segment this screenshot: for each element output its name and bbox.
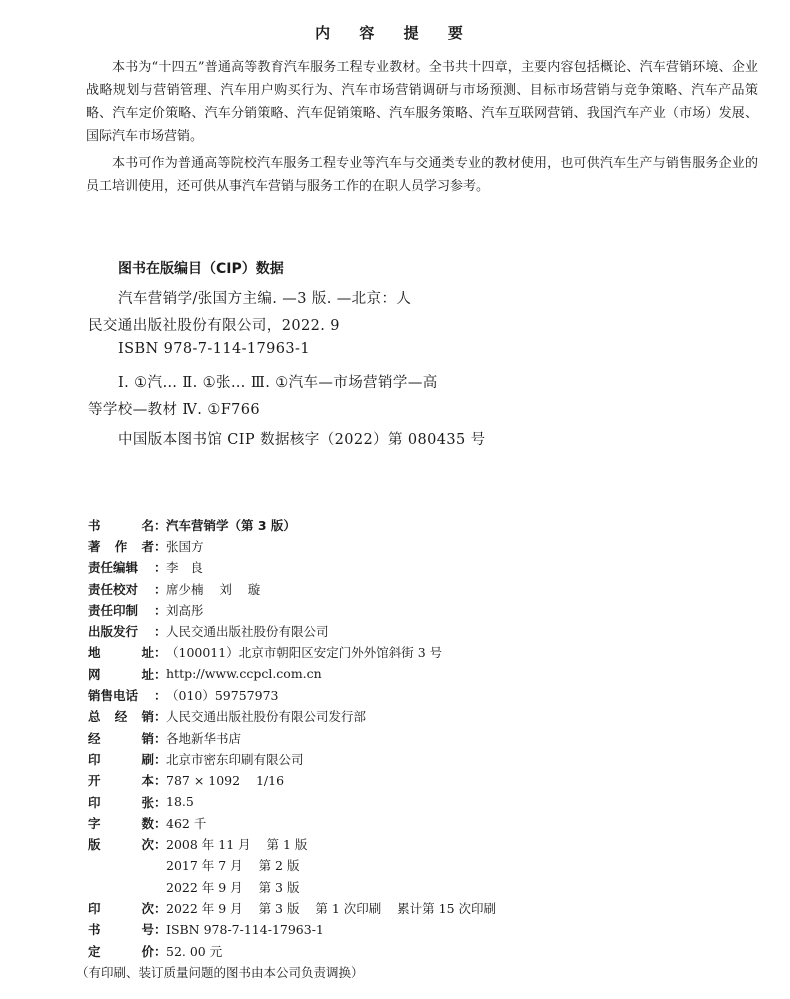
label-retailer: 经 销 [88,730,154,746]
colophon-row-sheets: 印 张 ： 18.5 [88,794,194,810]
cip-classification: 等学校—教材 Ⅳ. ①F766 [88,402,261,418]
colophon-row-website: 网 址 ： http://www.ccpcl.com.cn [88,666,322,682]
cip-classification: Ⅰ. ①汽… Ⅱ. ①张… Ⅲ. ①汽车—市场营销学—高 [118,375,438,391]
colophon-row-word-count: 字 数 ： 462 千 [88,815,207,831]
colophon-row-proofreader: 责任校对 ： 席少楠 刘 璇 [88,581,261,597]
colophon-row-address: 地 址 ： （100011）北京市朝阳区安定门外外馆斜街 3 号 [88,645,443,661]
colophon-row-printer: 印 刷 ： 北京市密东印刷有限公司 [88,751,304,767]
quality-notice: （有印刷、装订质量问题的图书由本公司负责调换） [76,964,364,980]
distributor: 人民交通出版社股份有限公司发行部 [166,709,367,725]
printer: 北京市密东印刷有限公司 [166,751,304,767]
colophon-row-author: 著 作 者 ： 张国方 [88,538,204,554]
colophon-row-distributor: 总 经 销 ： 人民交通出版社股份有限公司发行部 [88,709,367,725]
cip-line: 民交通出版社股份有限公司，2022. 9 [88,318,340,334]
cip-heading: 图书在版编目（CIP）数据 [118,261,284,277]
label-printer: 印 刷 [88,751,154,767]
summary-body [86,56,758,202]
editor: 李 良 [166,560,203,576]
label-isbn: 书 号 [88,922,154,938]
cip-line: 汽车营销学/张国方主编. —3 版. —北京：人 [118,291,412,307]
colophon-row-edition-3 [88,876,748,897]
edition: 2008 年 11 月 第 1 版 [166,837,308,853]
sales-phone: （010）59757973 [166,688,279,704]
label-author: 著 作 者 [88,538,154,554]
colophon-row-isbn: 书 号 ： ISBN 978-7-114-17963-1 [88,921,324,938]
colophon-row-format: 开 本 ： 787 × 1092 1/16 [88,772,285,789]
colophon-row-retailer: 经 销 ： 各地新华书店 [88,730,242,746]
author: 张国方 [166,538,204,554]
label-printing-supervisor: 责任印制 [88,602,139,618]
sheets: 18.5 [166,794,194,809]
summary-paragraph: 本书可作为普通高等院校汽车服务工程专业等汽车与交通类专业的教材使用，也可供汽车生产与销售服务企业的员工培训使用，还可供从事汽车营销与服务工作的在职人员学习参考。 [86,156,758,194]
summary-paragraph: 本书为“十四五”普通高等教育汽车服务工程专业教材。全书共十四章，主要内容包括概论、汽车营销环境、企业战略规划与营销管理、汽车用户购买行为、汽车市场营销调研与市场预测、目标市场营销与竞争策略、汽车产品策略、汽车定价策略、汽车分销策略、汽车促销策略、汽车服务策略、汽车互联网营销、我国汽车产业（市场）发展、国际汽车市场营销。 [86,60,758,144]
colophon-row-sales-phone: 销售电话 ： （010）59757973 [88,688,279,704]
label-format: 开 本 [88,773,154,789]
label-distributor: 总 经 销 [88,709,154,725]
colophon-row-impression: 印 次 ： 2022 年 9 月 第 3 版 第 1 次印刷 累计第 15 次印刷 [88,900,497,916]
price: 52. 00 元 [166,943,223,959]
word-count: 462 千 [166,815,207,831]
proofreader: 席少楠 刘 璇 [166,581,261,597]
publisher: 人民交通出版社股份有限公司 [166,624,329,640]
website-link[interactable]: http://www.ccpcl.com.cn [166,666,322,682]
cip-record-number: 中国版本图书馆 CIP 数据核字（2022）第 080435 号 [118,432,486,448]
label-edition: 版 次 [88,837,154,853]
book-title: 汽车营销学（第 3 版） [166,517,296,533]
colophon-row-edition: 版 次 ： 2008 年 11 月 第 1 版 [88,837,308,853]
edition: 2017 年 7 月 第 2 版 [166,858,300,874]
label-sales-phone: 销售电话 [88,688,139,704]
summary-title: 内 容 提 要 [315,24,475,42]
colophon-row-printing-supervisor: 责任印制 ： 刘高彤 [88,602,204,618]
colophon-row-publisher: 出版发行 ： 人民交通出版社股份有限公司 [88,624,329,640]
colophon-row-price: 定 价 ： 52. 00 元 [88,943,223,959]
format: 787 × 1092 1/16 [166,772,285,788]
label-book-title: 书 名 [88,517,154,533]
edition: 2022 年 9 月 第 3 版 [166,879,300,895]
label-price: 定 价 [88,943,154,959]
cip-isbn: ISBN 978-7-114-17963-1 [118,341,310,357]
colophon-row-editor: 责任编辑 ： 李 良 [88,560,203,576]
address: （100011）北京市朝阳区安定门外外馆斜街 3 号 [166,645,443,661]
label-proofreader: 责任校对 [88,581,139,597]
colophon [76,514,748,983]
retailer: 各地新华书店 [166,730,242,746]
label-word-count: 字 数 [88,815,154,831]
colophon-row-edition-2 [88,855,748,876]
colophon-row-title: 书 名 ： 汽车营销学（第 3 版） [88,517,296,533]
impression: 2022 年 9 月 第 3 版 第 1 次印刷 累计第 15 次印刷 [166,900,497,916]
printing-supervisor: 刘高彤 [166,602,204,618]
label-editor: 责任编辑 [88,560,139,576]
isbn: ISBN 978-7-114-17963-1 [166,921,324,937]
colophon-row-notice [76,961,748,982]
label-address: 地 址 [88,645,154,661]
label-publisher: 出版发行 [88,624,139,640]
label-sheets: 印 张 [88,794,154,810]
label-impression: 印 次 [88,900,154,916]
label-website: 网 址 [88,666,154,682]
